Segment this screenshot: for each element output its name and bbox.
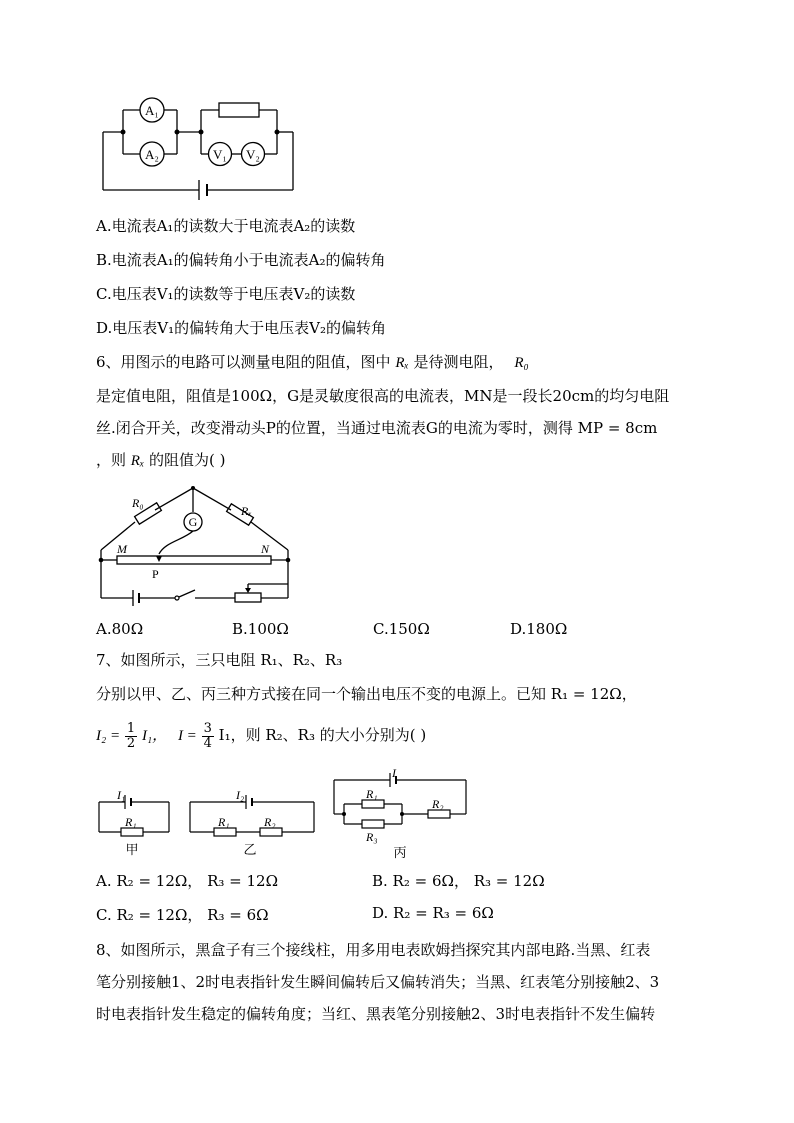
q6-fig-r0-label: R₀ bbox=[132, 496, 144, 510]
q6-stem-line4 bbox=[96, 450, 226, 471]
q7-circuit-jia bbox=[95, 786, 175, 860]
q7-fraction-three-quarters bbox=[202, 722, 214, 751]
q7-i2-symbol: I₂ = bbox=[96, 728, 121, 744]
q6-stem-line1 bbox=[96, 352, 529, 373]
q7-yi-i2-label: I₂ bbox=[236, 788, 245, 802]
q7-fraction-half bbox=[125, 722, 137, 751]
q6-bridge-circuit-figure bbox=[95, 480, 300, 610]
q6-fig-p-label: P bbox=[152, 567, 159, 581]
q7-i1-symbol: I₁， bbox=[141, 728, 168, 744]
q6-option-b[interactable]: B.100Ω bbox=[232, 620, 289, 638]
q7-bing-r2-label: R₂ bbox=[432, 797, 444, 811]
q7-option-c[interactable]: C. R₂ = 12Ω， R₃ = 6Ω bbox=[96, 906, 269, 924]
q6-stem-text1b: 是待测电阻， bbox=[413, 353, 504, 371]
q6-option-d[interactable]: D.180Ω bbox=[510, 620, 568, 638]
q8-stem-line3: 时电表指针发生稳定的偏转角度；当红、黑表笔分别接触2、3时电表指针不发生偏转 bbox=[96, 1005, 656, 1023]
q7-frac2-num: 3 bbox=[203, 720, 212, 736]
q6-fig-g-label: G bbox=[188, 515, 198, 529]
q5-option-d[interactable]: D.电压表V₁的偏转角大于电压表V₂的偏转角 bbox=[96, 319, 386, 337]
q7-stem-line2: 分别以甲、乙、丙三种方式接在同一个输出电压不变的电源上。已知 R₁ = 12Ω， bbox=[96, 685, 637, 703]
q7-option-a[interactable]: A. R₂ = 12Ω， R₃ = 12Ω bbox=[96, 872, 279, 890]
q6-option-a[interactable]: A.80Ω bbox=[96, 620, 144, 638]
q6-stem-line2: 是定值电阻，阻值是100Ω，G是灵敏度很高的电流表，MN是一段长20cm的均匀电阻 bbox=[96, 387, 670, 405]
q7-jia-r1-label: R₁ bbox=[125, 815, 137, 829]
q6-fig-n-label: N bbox=[261, 542, 270, 556]
q7-bing-caption: 丙 bbox=[393, 845, 407, 860]
q7-option-d[interactable]: D. R₂ = R₃ = 6Ω bbox=[372, 904, 494, 922]
q7-frac1-num: 1 bbox=[126, 720, 136, 736]
q7-yi-r2-label: R₂ bbox=[264, 815, 276, 829]
q5-v1-label: V₁ bbox=[213, 147, 227, 162]
q6-rx-symbol-2: Rₓ bbox=[130, 453, 145, 469]
q6-fig-rx-label: Rₓ bbox=[241, 504, 252, 518]
q6-stem-text4b: 的阻值为( ) bbox=[149, 451, 226, 469]
q7-stem-line1: 7、如图所示，三只电阻 R₁、R₂、R₃ bbox=[96, 651, 343, 669]
q6-option-c[interactable]: C.150Ω bbox=[373, 620, 430, 638]
q7-bing-r1-label: R₁ bbox=[366, 787, 378, 801]
q5-option-c[interactable]: C.电压表V₁的读数等于电压表V₂的读数 bbox=[96, 285, 356, 303]
q7-frac1-den: 2 bbox=[126, 735, 136, 751]
q7-circuit-bing bbox=[330, 764, 472, 862]
q6-stem-text1: 6、用图示的电路可以测量电阻的阻值，图中 bbox=[96, 353, 391, 371]
q7-bing-r3-label: R₃ bbox=[366, 830, 378, 844]
q6-stem-line3: 丝.闭合开关，改变滑动头P的位置，当通过电流表G的电流为零时，测得 MP = 8cm bbox=[96, 419, 658, 437]
q5-v2-label: V₂ bbox=[246, 147, 260, 162]
q7-yi-caption: 乙 bbox=[243, 842, 257, 857]
q7-stem-line3 bbox=[96, 720, 426, 751]
q8-stem-line1: 8、如图所示，黑盒子有三个接线柱，用多用电表欧姆挡探究其内部电路.当黑、红表 bbox=[96, 941, 651, 959]
q6-r0-symbol: R₀ bbox=[514, 355, 529, 371]
q5-option-b[interactable]: B.电流表A₁的偏转角小于电流表A₂的偏转角 bbox=[96, 251, 386, 269]
q5-option-a[interactable]: A.电流表A₁的读数大于电流表A₂的读数 bbox=[96, 217, 356, 235]
q7-jia-i1-label: I₁ bbox=[117, 788, 126, 802]
q7-stem-text3: I₁，则 R₂、R₃ 的大小分别为( ) bbox=[218, 726, 427, 744]
q7-i-symbol: I = bbox=[177, 728, 197, 744]
q6-rx-symbol: Rₓ bbox=[395, 355, 409, 371]
q6-stem-text4a: ，则 bbox=[96, 451, 127, 469]
q5-circuit-figure bbox=[95, 90, 305, 200]
q7-frac2-den: 4 bbox=[203, 735, 212, 751]
q8-stem-line2: 笔分别接触1、2时电表指针发生瞬间偏转后又偏转消失；当黑、红表笔分别接触2、3 bbox=[96, 973, 660, 991]
q7-bing-i-label: I bbox=[392, 766, 396, 780]
q7-option-b[interactable]: B. R₂ = 6Ω， R₃ = 12Ω bbox=[372, 872, 545, 890]
q7-yi-r1-label: R₁ bbox=[218, 815, 230, 829]
q7-jia-caption: 甲 bbox=[125, 842, 139, 857]
q5-a2-label: A₂ bbox=[145, 147, 159, 162]
q6-fig-m-label: M bbox=[117, 542, 127, 556]
q5-a1-label: A₁ bbox=[145, 103, 159, 118]
q7-circuit-yi bbox=[186, 786, 321, 860]
